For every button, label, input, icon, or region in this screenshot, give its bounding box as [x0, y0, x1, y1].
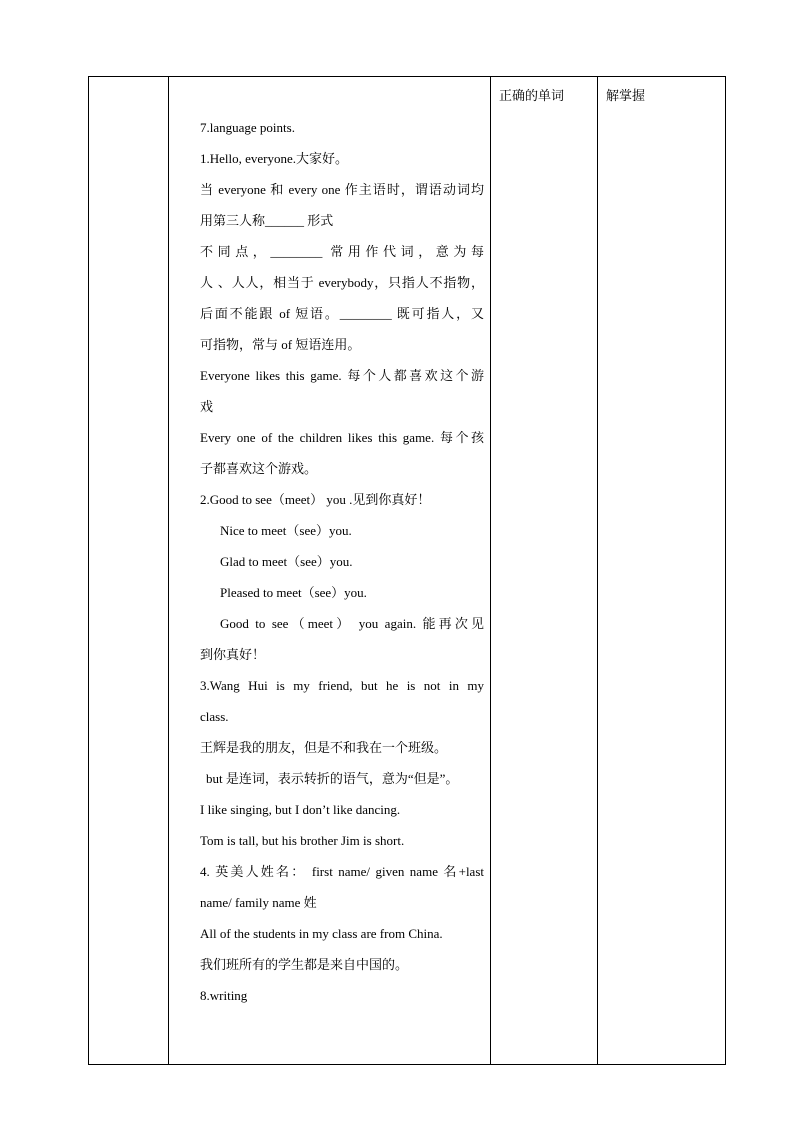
text-line: 可指物，常与 of 短语连用。 [200, 337, 361, 352]
text-line: 8.writing [200, 988, 248, 1003]
text-line: class. [200, 709, 229, 724]
mastery-label: 解掌握 [606, 89, 646, 104]
text-line: Everyone likes this game. 每个人都喜欢这个游 [200, 368, 484, 383]
blank-column-cell [89, 77, 169, 1065]
text-line: Nice to meet（see）you. [220, 523, 352, 538]
text-line: All of the students in my class are from China. [200, 926, 443, 941]
correct-words-header [491, 77, 598, 1065]
text-line: 戏 [200, 399, 214, 414]
text-line: 当 everyone 和 every one 作主语时，谓语动词均 [200, 182, 484, 197]
text-line: 人 、人人，相当于 everybody，只指人不指物， [200, 275, 484, 290]
text-line: Every one of the children likes this game. 每个孩 [200, 430, 484, 445]
text-line: 后面不能跟 of 短语。________ 既可指人，又 [200, 306, 484, 321]
content-body [169, 77, 490, 1011]
text-line: 7.language points. [200, 120, 295, 135]
text-line: 2.Good to see（meet） you .见到你真好！ [200, 492, 431, 507]
table-row [89, 77, 726, 1065]
content-cell [169, 77, 491, 1065]
text-line: name/ family name 姓 [200, 895, 317, 910]
text-line: 王辉是我的朋友，但是不和我在一个班级。 [200, 740, 448, 755]
text-line: Glad to meet（see）you. [220, 554, 353, 569]
text-line: 子都喜欢这个游戏。 [200, 461, 318, 476]
text-line: 我们班所有的学生都是来自中国的。 [200, 957, 409, 972]
text-line: Tom is tall, but his brother Jim is short. [200, 833, 405, 848]
correct-words-label: 正确的单词 [499, 89, 565, 104]
text-line: 不同点，________ 常用作代词，意为每 [200, 244, 484, 259]
text-line: 1.Hello, everyone.大家好。 [200, 151, 349, 166]
text-line: Pleased to meet（see）you. [220, 585, 367, 600]
text-line: 用第三人称______ 形式 [200, 213, 334, 228]
text-line: Good to see（meet） you again. 能再次见 [220, 616, 484, 631]
mastery-header [598, 77, 726, 1065]
text-line: I like singing, but I don’t like dancing. [200, 802, 401, 817]
text-line: 3.Wang Hui is my friend, but he is not in my [200, 678, 484, 693]
text-line: 4. 英美人姓名： first name/ given name 名+last [200, 864, 484, 879]
text-line: but 是连词，表示转折的语气，意为“但是”。 [206, 771, 459, 786]
lesson-table [88, 76, 726, 1065]
text-line: 到你真好！ [200, 647, 266, 662]
